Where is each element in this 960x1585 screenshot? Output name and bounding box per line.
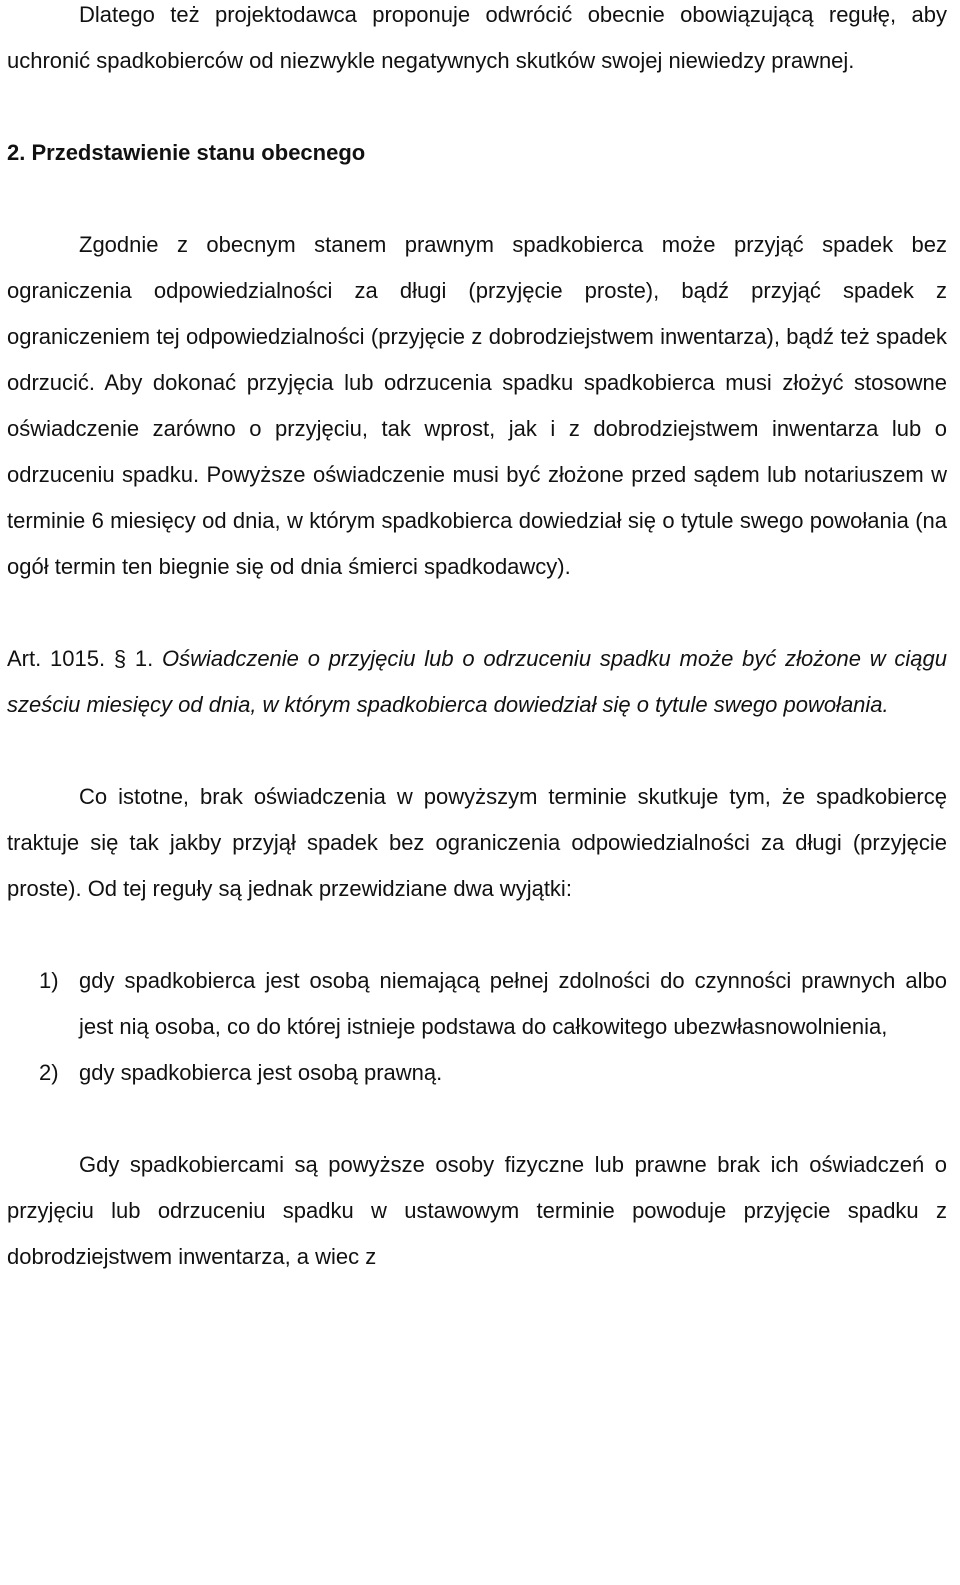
list-marker: 1) <box>39 968 59 993</box>
consequence-paragraph: Co istotne, brak oświadczenia w powyższym terminie skutkuje tym, że spadkobiercę traktuje się tak jakby przyjął spadek bez ograniczenia odpowiedzialności za długi (przyjęcie proste). Od tej reguły są jednak przewidziane dwa wyjątki: <box>7 784 947 901</box>
closing-paragraph: Gdy spadkobiercami są powyższe osoby fizyczne lub prawne brak ich oświadczeń o przyjęciu lub odrzuceniu spadku w ustawowym terminie powoduje przyjęcie spadku z dobrodziejstwem inwentarza, a wiec z <box>7 1152 947 1269</box>
list-marker: 2) <box>39 1060 59 1085</box>
article-quote <box>7 636 947 728</box>
article-text: Oświadczenie o przyjęciu lub o odrzuceniu spadku może być złożone w ciągu sześciu miesięcy od dnia, w którym spadkobierca dowiedział się o tytule swego powołania. <box>7 646 947 717</box>
exceptions-list <box>7 958 947 1096</box>
list-item <box>7 1050 947 1096</box>
article-number: Art. 1015. § 1. <box>7 646 154 671</box>
section-heading: 2. Przedstawienie stanu obecnego <box>7 140 366 165</box>
document-page <box>7 0 947 1280</box>
intro-paragraph: Dlatego też projektodawca proponuje odwrócić obecnie obowiązującą regułę, aby uchronić spadkobierców od niezwykle negatywnych skutków swojej niewiedzy prawnej. <box>7 2 947 73</box>
current-state-paragraph: Zgodnie z obecnym stanem prawnym spadkobierca może przyjąć spadek bez ograniczenia odpowiedzialności za długi (przyjęcie proste), bądź przyjąć spadek z ograniczeniem tej odpowiedzialności (przyjęcie z dobrodziejstwem inwentarza), bądź też spadek odrzucić. Aby dokonać przyjęcia lub odrzucenia spadku spadkobierca musi złożyć stosowne oświadczenie zarówno o przyjęciu, tak wprost, jak i z dobrodziejstwem inwentarza lub o odrzuceniu spadku. Powyższe oświadczenie musi być złożone przed sądem lub notariuszem w terminie 6 miesięcy od dnia, w którym spadkobierca dowiedział się o tytule swego powołania (na ogół termin ten biegnie się od dnia śmierci spadkodawcy). <box>7 232 947 579</box>
list-item <box>7 958 947 1050</box>
list-item-text: gdy spadkobierca jest osobą niemającą pełnej zdolności do czynności prawnych albo jest nią osoba, co do której istnieje podstawa do całkowitego ubezwłasnowolnienia, <box>79 968 947 1039</box>
list-item-text: gdy spadkobierca jest osobą prawną. <box>79 1060 443 1085</box>
